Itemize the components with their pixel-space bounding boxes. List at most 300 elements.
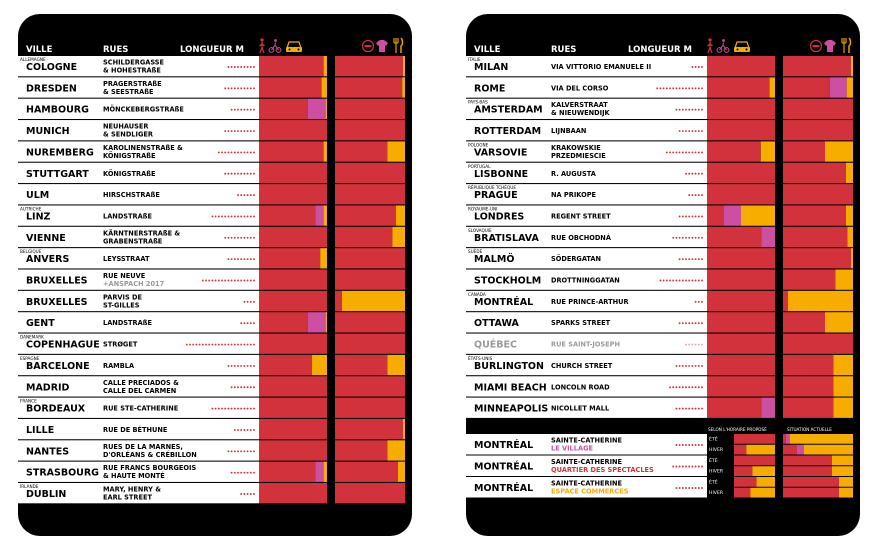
length-dot <box>682 466 684 468</box>
length-dot <box>698 109 700 111</box>
length-dot <box>698 130 700 132</box>
street-label: STRØGET <box>103 340 138 349</box>
season-label: HIVER <box>709 491 724 496</box>
length-dot <box>237 472 239 474</box>
city-label: NUREMBERG <box>26 147 94 159</box>
length-dot <box>682 365 684 367</box>
length-dot <box>682 408 684 410</box>
current-summer-pedestrian-segment <box>783 477 839 487</box>
comparison-header-current: SITUATION ACTUELLE <box>787 427 832 432</box>
length-dot <box>701 365 703 367</box>
length-dot <box>250 493 252 495</box>
current-pedestrian-segment <box>335 120 405 140</box>
country-label: DANEMARK <box>20 334 44 340</box>
current-winter-car-segment <box>804 445 853 455</box>
length-dot <box>695 151 697 153</box>
length-dot <box>688 173 690 175</box>
current-pedestrian-segment <box>783 99 853 119</box>
table-row <box>18 483 405 503</box>
street-label: KALVERSTRAAT <box>551 101 608 110</box>
length-dot <box>224 151 226 153</box>
length-dot <box>701 66 703 68</box>
street-label: RUE PRINCE-ARTHUR <box>551 297 629 306</box>
length-dot <box>186 344 188 346</box>
street-label: RUE OBCHODNÁ <box>551 233 611 242</box>
current-pedestrian-segment <box>335 56 403 76</box>
length-dot <box>691 216 693 218</box>
length-dot <box>682 87 684 89</box>
header-city: VILLE <box>26 45 53 55</box>
length-dot <box>685 173 687 175</box>
length-dot <box>672 87 674 89</box>
current-pedestrian-segment <box>335 483 405 503</box>
length-dot <box>227 258 229 260</box>
street-label: VIA VITTORIO EMANUELE II <box>551 63 652 71</box>
length-dot <box>237 87 239 89</box>
length-dot <box>231 365 233 367</box>
street-label: RUES DE LA MARNES, <box>103 442 183 451</box>
proposed-pedestrian-segment <box>707 163 775 183</box>
length-dot <box>227 365 229 367</box>
current-pedestrian-segment <box>335 205 396 225</box>
length-dot <box>250 109 252 111</box>
length-dot <box>695 109 697 111</box>
length-dot <box>234 280 236 282</box>
current-car-segment <box>342 291 405 311</box>
length-dot <box>224 87 226 89</box>
comparison-row <box>466 434 853 455</box>
length-dot <box>701 130 703 132</box>
length-dot <box>669 386 671 388</box>
length-dot <box>685 130 687 132</box>
table-row <box>18 205 405 225</box>
proposed-car-segment <box>326 312 327 332</box>
city-label: HAMBOURG <box>26 104 89 116</box>
length-dot <box>701 258 703 260</box>
length-dot <box>688 365 690 367</box>
length-dot <box>234 472 236 474</box>
length-dot <box>247 301 249 303</box>
length-dot <box>698 258 700 260</box>
length-dot <box>240 151 242 153</box>
length-dot <box>234 173 236 175</box>
current-pedestrian-segment <box>783 120 853 140</box>
car-icon <box>734 42 750 52</box>
length-dot <box>659 87 661 89</box>
current-pedestrian-segment <box>335 141 388 161</box>
length-dot <box>231 450 233 452</box>
no-entry-icon <box>811 41 822 52</box>
length-dot <box>237 173 239 175</box>
length-dot <box>240 194 242 196</box>
length-dot <box>691 151 693 153</box>
proposed-pedestrian-segment <box>707 205 724 225</box>
table-row <box>466 291 853 311</box>
length-dot <box>685 487 687 489</box>
table-row <box>18 99 405 119</box>
length-dot <box>250 130 252 132</box>
table-row <box>466 141 853 161</box>
length-dot <box>669 87 671 89</box>
length-dot <box>227 237 229 239</box>
length-dot <box>669 280 671 282</box>
current-summer-pedestrian-segment <box>783 456 832 466</box>
current-pedestrian-segment <box>783 312 825 332</box>
current-pedestrian-segment <box>783 141 825 161</box>
city-label: VIENNE <box>26 232 66 244</box>
length-dot <box>253 493 255 495</box>
right-panel <box>466 14 860 536</box>
length-dot <box>698 301 700 303</box>
length-dot <box>205 344 207 346</box>
length-dot <box>675 365 677 367</box>
city-label: BORDEAUX <box>26 403 86 415</box>
length-dot <box>685 258 687 260</box>
pedestrian-icon <box>708 38 713 53</box>
current-car-segment <box>847 227 853 247</box>
length-dot <box>231 280 233 282</box>
proposed-winter-car-segment <box>746 445 775 455</box>
length-dot <box>237 130 239 132</box>
length-dot <box>231 472 233 474</box>
table-row <box>466 227 853 247</box>
length-dot <box>685 216 687 218</box>
length-dot <box>253 322 255 324</box>
length-dot <box>253 130 255 132</box>
length-dot <box>250 151 252 153</box>
table-row <box>18 312 405 332</box>
restaurant-icon <box>842 38 851 53</box>
table-row <box>466 376 853 396</box>
length-dot <box>701 237 703 239</box>
cyclist-icon <box>269 39 281 52</box>
current-car-segment <box>851 56 853 76</box>
proposed-pedestrian-segment <box>259 462 315 482</box>
proposed-summer-car-segment <box>757 477 775 487</box>
length-dot <box>253 237 255 239</box>
comparison-header-proposed: SELON L'HORAIRE PROPOSÉ <box>708 427 767 432</box>
proposed-car-segment <box>324 56 327 76</box>
length-dot <box>698 66 700 68</box>
length-dot <box>195 344 197 346</box>
city-label: STUTTGART <box>26 168 89 180</box>
length-dot <box>695 237 697 239</box>
length-dot <box>215 408 217 410</box>
country-label: ÉTATS-UNIS <box>468 355 493 361</box>
length-dot <box>247 216 249 218</box>
city-label: BRUXELLES <box>26 296 88 308</box>
current-car-segment <box>833 398 853 418</box>
length-dot <box>688 487 690 489</box>
table-row <box>18 120 405 140</box>
length-dot <box>695 173 697 175</box>
proposed-car-segment <box>741 205 775 225</box>
city-label: QUÉBEC <box>474 339 517 351</box>
length-dot <box>243 429 245 431</box>
current-car-segment <box>392 227 405 247</box>
length-dot <box>695 365 697 367</box>
length-dot <box>695 344 697 346</box>
length-dot <box>237 237 239 239</box>
proposed-pedestrian-segment <box>707 56 775 76</box>
length-dot <box>691 408 693 410</box>
length-dot <box>243 87 245 89</box>
length-dot <box>695 466 697 468</box>
city-label: MONTRÉAL <box>474 483 534 494</box>
length-dot <box>240 237 242 239</box>
current-car-segment <box>388 440 406 460</box>
table-row <box>466 248 853 268</box>
length-dot <box>691 258 693 260</box>
length-dot <box>675 487 677 489</box>
table-row <box>466 270 853 290</box>
street-label: SAINTE-CATHERINE <box>551 458 623 466</box>
length-dot <box>250 450 252 452</box>
length-dot <box>698 344 700 346</box>
proposed-transit-segment <box>761 227 775 247</box>
length-dot <box>253 344 255 346</box>
length-dot <box>682 109 684 111</box>
city-label: MIAMI BEACH <box>474 382 547 394</box>
city-label: ROTTERDAM <box>474 126 542 138</box>
city-label: LISBONNE <box>474 168 529 180</box>
length-dot <box>253 429 255 431</box>
length-dot <box>231 130 233 132</box>
current-pedestrian-segment <box>783 227 847 247</box>
length-dot <box>685 109 687 111</box>
country-label: ROYAUME-UNI <box>468 206 498 212</box>
length-dot <box>691 386 693 388</box>
length-dot <box>253 194 255 196</box>
length-dot <box>250 258 252 260</box>
table-row <box>18 291 405 311</box>
length-dot <box>243 258 245 260</box>
current-car-segment <box>851 248 853 268</box>
street-label: LONCOLN ROAD <box>551 383 610 392</box>
length-dot <box>234 216 236 218</box>
length-dot <box>695 301 697 303</box>
current-pedestrian-segment <box>783 184 853 204</box>
city-label: COPENHAGUE <box>26 339 100 351</box>
length-dot <box>247 450 249 452</box>
table-row <box>466 312 853 332</box>
length-dot <box>250 386 252 388</box>
length-dot <box>237 450 239 452</box>
street-label: LANDSTRAßE <box>103 319 152 328</box>
current-car-segment <box>833 355 853 375</box>
proposed-summer-pedestrian-segment <box>734 434 775 444</box>
length-dot <box>679 365 681 367</box>
table-row <box>18 334 405 354</box>
length-dot <box>701 466 703 468</box>
current-pedestrian-segment <box>335 355 388 375</box>
proposed-transit-segment <box>315 205 323 225</box>
length-dot <box>253 151 255 153</box>
length-dot <box>253 408 255 410</box>
street-label: LEYSSTRAAT <box>103 255 150 264</box>
length-dot <box>701 408 703 410</box>
length-dot <box>682 386 684 388</box>
length-dot <box>250 66 252 68</box>
length-dot <box>208 344 210 346</box>
length-dot <box>240 450 242 452</box>
proposed-pedestrian-segment <box>707 270 775 290</box>
proposed-car-segment <box>770 77 775 97</box>
length-dot <box>679 151 681 153</box>
table-row <box>18 227 405 247</box>
length-dot <box>691 344 693 346</box>
proposed-car-segment <box>320 248 327 268</box>
length-dot <box>253 66 255 68</box>
current-car-segment <box>846 205 853 225</box>
length-dot <box>688 444 690 446</box>
country-label: POLOGNE <box>468 142 489 148</box>
length-dot <box>243 472 245 474</box>
table-row <box>18 270 405 290</box>
length-dot <box>237 386 239 388</box>
length-dot <box>675 444 677 446</box>
length-dot <box>685 344 687 346</box>
length-dot <box>695 280 697 282</box>
table-row <box>18 56 405 76</box>
length-dot <box>240 365 242 367</box>
proposed-pedestrian-segment <box>259 227 327 247</box>
street-label: RUE NEUVE <box>103 272 146 280</box>
current-pedestrian-segment <box>783 376 833 396</box>
current-car-segment <box>825 141 853 161</box>
street-label: GRABENSTRAßE <box>103 237 163 246</box>
length-dot <box>698 237 700 239</box>
current-pedestrian-segment <box>335 462 398 482</box>
table-row <box>18 419 405 439</box>
current-pedestrian-segment <box>335 227 392 247</box>
length-dot <box>247 429 249 431</box>
current-pedestrian-segment <box>335 248 405 268</box>
length-dot <box>672 280 674 282</box>
length-dot <box>695 130 697 132</box>
length-dot <box>247 66 249 68</box>
length-dot <box>669 151 671 153</box>
length-dot <box>243 151 245 153</box>
length-dot <box>237 408 239 410</box>
current-pedestrian-segment <box>783 205 846 225</box>
street-label: RUE FRANCS BOURGEOIS <box>103 464 197 473</box>
length-dot <box>691 322 693 324</box>
length-dot <box>240 173 242 175</box>
shirt-icon <box>376 40 388 52</box>
street-label: PRZEDMIESCIE <box>551 151 606 160</box>
length-dot <box>695 487 697 489</box>
length-dot <box>234 151 236 153</box>
street-label: +ANSPACH 2017 <box>103 280 165 288</box>
proposed-pedestrian-segment <box>259 312 308 332</box>
length-dot <box>685 87 687 89</box>
proposed-summer-pedestrian-segment <box>734 477 757 487</box>
proposed-pedestrian-segment <box>707 227 761 247</box>
length-dot <box>237 66 239 68</box>
current-car-segment <box>403 419 405 439</box>
current-pedestrian-segment <box>335 312 405 332</box>
city-label: BRUXELLES <box>26 275 88 287</box>
table-row <box>18 355 405 375</box>
length-dot <box>253 365 255 367</box>
length-dot <box>247 258 249 260</box>
length-dot <box>698 216 700 218</box>
length-dot <box>240 87 242 89</box>
length-dot <box>218 151 220 153</box>
length-dot <box>240 66 242 68</box>
length-dot <box>691 66 693 68</box>
length-dot <box>691 173 693 175</box>
current-winter-pedestrian-segment <box>783 466 832 476</box>
length-dot <box>224 344 226 346</box>
proposed-pedestrian-segment <box>259 355 312 375</box>
length-dot <box>227 130 229 132</box>
proposed-pedestrian-segment <box>259 77 322 97</box>
length-dot <box>243 301 245 303</box>
length-dot <box>688 408 690 410</box>
restaurant-icon <box>394 38 403 53</box>
header-city: VILLE <box>474 45 501 55</box>
city-label: NANTES <box>26 446 70 458</box>
proposed-car-segment <box>324 462 327 482</box>
current-pedestrian-segment <box>783 334 853 354</box>
table-row <box>18 163 405 183</box>
right-chart <box>466 14 860 536</box>
street-label: & HOHESTRAßE <box>103 66 161 75</box>
street-label: KRAKOWSKIE <box>551 143 601 152</box>
length-dot <box>688 322 690 324</box>
street-label: CALLE PRECIADOS & <box>103 378 179 387</box>
table-row <box>466 334 853 354</box>
proposed-winter-pedestrian-segment <box>734 488 750 498</box>
current-pedestrian-segment <box>783 355 833 375</box>
length-dot <box>698 365 700 367</box>
length-dot <box>253 450 255 452</box>
length-dot <box>253 280 255 282</box>
length-dot <box>205 280 207 282</box>
length-dot <box>675 151 677 153</box>
street-label: LANDSTRAßE <box>103 212 152 221</box>
proposed-pedestrian-segment <box>707 248 775 268</box>
street-label: RUE STE-CATHERINE <box>103 404 179 413</box>
length-dot <box>682 280 684 282</box>
length-dot <box>221 216 223 218</box>
street-label: KAROLINENSTRAßE & <box>103 143 183 152</box>
country-label: ITALIE <box>468 57 481 62</box>
length-dot <box>231 151 233 153</box>
length-dot <box>250 237 252 239</box>
length-dot <box>243 130 245 132</box>
street-label: SAINTE-CATHERINE <box>551 479 623 488</box>
length-dot <box>227 344 229 346</box>
city-label: MONTRÉAL <box>474 296 534 308</box>
proposed-pedestrian-segment <box>707 120 775 140</box>
length-dot <box>701 151 703 153</box>
length-dot <box>682 322 684 324</box>
country-label: FRANCE <box>20 398 37 404</box>
season-label: ÉTÉ <box>709 437 718 443</box>
current-car-segment <box>825 312 853 332</box>
length-dot <box>247 472 249 474</box>
table-row <box>18 184 405 204</box>
street-label: MÖNCKEBERGSTRAßE <box>103 105 184 114</box>
length-dot <box>231 344 233 346</box>
length-dot <box>691 365 693 367</box>
length-dot <box>227 216 229 218</box>
proposed-winter-pedestrian-segment <box>734 466 752 476</box>
current-car-segment <box>398 462 405 482</box>
